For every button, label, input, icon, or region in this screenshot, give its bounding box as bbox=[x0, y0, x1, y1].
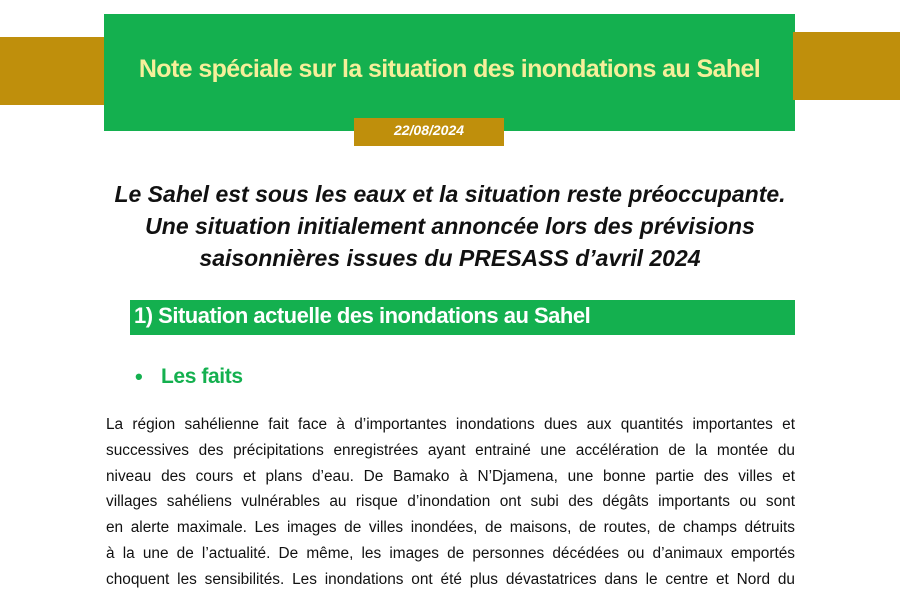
bullet-icon: • bbox=[135, 364, 143, 389]
subtitle-line: Une situation initialement annoncée lors des prévisions bbox=[145, 213, 755, 239]
date-badge: 22/08/2024 bbox=[354, 118, 504, 146]
paragraph-line: à la une de l’actualité. De même, les images de personnes décédées ou d’animaux emportés bbox=[106, 544, 795, 562]
subtitle-line: saisonnières issues du PRESASS d’avril 2024 bbox=[199, 245, 701, 271]
document-title: Note spéciale sur la situation des inondations au Sahel bbox=[138, 55, 761, 83]
bullet-heading: Les faits bbox=[161, 365, 243, 388]
subtitle-line: Le Sahel est sous les eaux et la situation reste préoccupante. bbox=[114, 181, 786, 207]
paragraph-line: villages sahéliens vulnérables au risque d’inondation ont subi des dégâts importants ou sont bbox=[106, 493, 795, 511]
section-heading: 1) Situation actuelle des inondations au Sahel bbox=[134, 303, 591, 328]
paragraph-line: en alerte maximale. Les images de villes inondées, de maisons, de routes, de champs détruits bbox=[106, 519, 795, 537]
decorative-gold-bar-left bbox=[0, 37, 106, 105]
decorative-gold-bar-right bbox=[793, 32, 900, 100]
document-subtitle bbox=[60, 178, 840, 274]
paragraph-line: La région sahélienne fait face à d’importantes inondations dues aux quantités importantes et bbox=[106, 416, 795, 433]
paragraph-line: niveau des cours et plans d’eau. De Bamako à N’Djamena, une bonne partie des villes et bbox=[106, 467, 795, 485]
paragraph-line: choquent les sensibilités. Les inondations ont été plus dévastatrices dans le centre et Nord du bbox=[106, 570, 795, 588]
paragraph-line: successives des précipitations enregistrées ayant entrainé une accélération de la montée du bbox=[106, 441, 795, 459]
body-paragraph bbox=[106, 412, 795, 593]
